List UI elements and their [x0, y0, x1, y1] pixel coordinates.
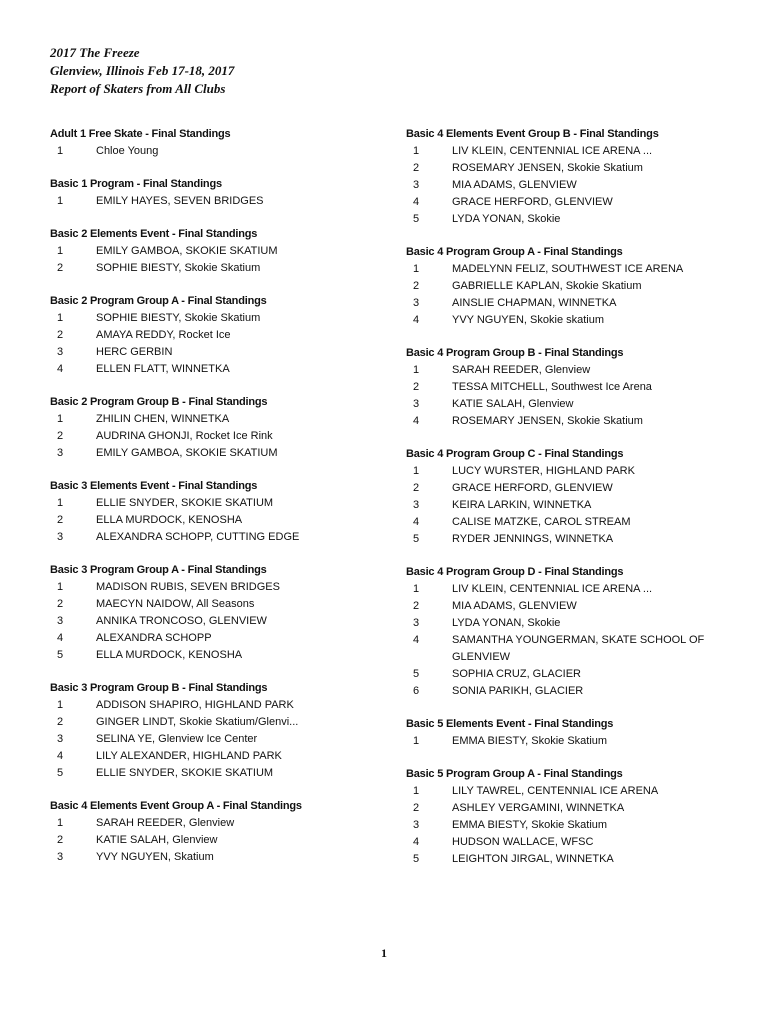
event-section — [50, 394, 380, 462]
placement-number: 3 — [413, 179, 420, 191]
event-section — [50, 176, 380, 210]
standing-row — [406, 143, 706, 160]
standing-row — [406, 531, 706, 548]
placement-number: 4 — [413, 634, 420, 646]
placement-number: 1 — [413, 465, 420, 477]
skater-name: SONIA PARIKH, GLACIER — [452, 685, 584, 697]
placement-number: 2 — [57, 329, 64, 341]
standing-row — [50, 143, 380, 160]
standing-row — [50, 327, 380, 344]
placement-number: 3 — [413, 819, 420, 831]
event-title: Basic 1 Program - Final Standings — [50, 178, 222, 190]
placement-number: 4 — [413, 516, 420, 528]
standing-row — [406, 463, 706, 480]
event-section — [50, 680, 380, 782]
event-section — [50, 126, 380, 160]
placement-number: 2 — [57, 598, 64, 610]
placement-number: 1 — [57, 413, 64, 425]
standing-row — [50, 630, 380, 647]
event-section — [50, 293, 380, 378]
standing-row — [50, 310, 380, 327]
report-title: 2017 The Freeze — [50, 45, 140, 60]
skater-name: LIV KLEIN, CENTENNIAL ICE ARENA ... — [452, 145, 653, 157]
placement-number: 2 — [413, 600, 420, 612]
event-title: Basic 5 Program Group A - Final Standings — [406, 768, 623, 780]
standing-row — [50, 428, 380, 445]
skater-name: GABRIELLE KAPLAN, Skokie Skatium — [452, 280, 642, 292]
standing-row — [50, 697, 380, 714]
event-title: Basic 4 Program Group C - Final Standings — [406, 448, 624, 460]
placement-number: 1 — [57, 145, 64, 157]
skater-name: LYDA YONAN, Skokie — [452, 617, 561, 629]
skater-name: AUDRINA GHONJI, Rocket Ice Rink — [96, 430, 273, 442]
standing-row — [50, 529, 380, 546]
standing-row — [50, 495, 380, 512]
placement-number: 3 — [57, 447, 64, 459]
standing-row — [406, 211, 706, 228]
standing-row — [406, 312, 706, 329]
event-title: Basic 2 Elements Event - Final Standings — [50, 228, 258, 240]
skater-name: EMMA BIESTY, Skokie Skatium — [452, 735, 608, 747]
placement-number: 1 — [413, 583, 420, 595]
placement-number: 2 — [57, 430, 64, 442]
skater-name: LEIGHTON JIRGAL, WINNETKA — [452, 853, 614, 865]
skater-name: EMMA BIESTY, Skokie Skatium — [452, 819, 608, 831]
placement-number: 5 — [413, 668, 420, 680]
standing-row — [50, 849, 380, 866]
standing-row — [406, 396, 706, 413]
skater-name: ELLIE SNYDER, SKOKIE SKATIUM — [96, 497, 274, 509]
event-title: Basic 3 Elements Event - Final Standings — [50, 480, 258, 492]
skater-name: GRACE HERFORD, GLENVIEW — [452, 196, 613, 208]
standing-row — [406, 800, 706, 817]
skater-name: MADISON RUBIS, SEVEN BRIDGES — [96, 581, 280, 593]
placement-number: 1 — [413, 735, 420, 747]
placement-number: 2 — [57, 514, 64, 526]
skater-name: YVY NGUYEN, Skokie skatium — [452, 314, 605, 326]
skater-name: SOPHIE BIESTY, Skokie Skatium — [96, 262, 261, 274]
standing-row — [406, 817, 706, 834]
event-section — [406, 126, 706, 228]
standing-row — [50, 193, 380, 210]
placement-number: 1 — [413, 145, 420, 157]
placement-number: 1 — [57, 497, 64, 509]
event-title: Basic 4 Program Group A - Final Standings — [406, 246, 623, 258]
event-section — [406, 446, 706, 548]
standing-row — [50, 344, 380, 361]
placement-number: 3 — [57, 733, 64, 745]
skater-name: HUDSON WALLACE, WFSC — [452, 836, 594, 848]
skater-name: AINSLIE CHAPMAN, WINNETKA — [452, 297, 617, 309]
skater-name: MADELYNN FELIZ, SOUTHWEST ICE ARENA — [452, 263, 684, 275]
report-subtitle: Report of Skaters from All Clubs — [50, 81, 226, 96]
placement-number: 4 — [413, 314, 420, 326]
standing-row — [406, 261, 706, 278]
skater-name: ASHLEY VERGAMINI, WINNETKA — [452, 802, 625, 814]
standing-row — [406, 683, 706, 700]
skater-name: SARAH REEDER, Glenview — [452, 364, 591, 376]
standing-row — [406, 598, 706, 615]
standing-row — [50, 815, 380, 832]
placement-number: 4 — [57, 632, 64, 644]
placement-number: 3 — [413, 617, 420, 629]
skater-name: GRACE HERFORD, GLENVIEW — [452, 482, 613, 494]
placement-number: 3 — [57, 851, 64, 863]
skater-name: ADDISON SHAPIRO, HIGHLAND PARK — [96, 699, 294, 711]
skater-name: KATIE SALAH, Glenview — [96, 834, 218, 846]
placement-number: 2 — [57, 716, 64, 728]
standing-row — [50, 748, 380, 765]
standing-row — [406, 362, 706, 379]
standing-row — [406, 413, 706, 430]
standing-row — [50, 596, 380, 613]
standing-row — [50, 714, 380, 731]
skater-name: SOPHIE BIESTY, Skokie Skatium — [96, 312, 261, 324]
report-location-date: Glenview, Illinois Feb 17-18, 2017 — [50, 63, 235, 78]
standing-row — [406, 834, 706, 851]
skater-name: ROSEMARY JENSEN, Skokie Skatium — [452, 162, 643, 174]
event-section — [50, 562, 380, 664]
placement-number: 5 — [413, 213, 420, 225]
skater-name: MIA ADAMS, GLENVIEW — [452, 179, 577, 191]
placement-number: 3 — [57, 531, 64, 543]
placement-number: 3 — [413, 499, 420, 511]
standing-row — [406, 480, 706, 497]
standing-row — [406, 497, 706, 514]
skater-name: ANNIKA TRONCOSO, GLENVIEW — [96, 615, 267, 627]
placement-number: 5 — [57, 649, 64, 661]
placement-number: 3 — [57, 346, 64, 358]
placement-number: 1 — [57, 817, 64, 829]
page-number: 1 — [381, 946, 387, 960]
placement-number: 5 — [57, 767, 64, 779]
placement-number: 3 — [413, 297, 420, 309]
standing-row — [50, 613, 380, 630]
skater-name: Chloe Young — [96, 145, 159, 157]
placement-number: 1 — [57, 245, 64, 257]
skater-name: ELLIE SNYDER, SKOKIE SKATIUM — [96, 767, 274, 779]
event-section — [406, 766, 706, 868]
skater-name: KATIE SALAH, Glenview — [452, 398, 574, 410]
skater-name: LILY ALEXANDER, HIGHLAND PARK — [96, 750, 282, 762]
skater-name: ROSEMARY JENSEN, Skokie Skatium — [452, 415, 643, 427]
standing-row — [406, 581, 706, 598]
placement-number: 5 — [413, 533, 420, 545]
standing-row — [50, 361, 380, 378]
skater-name: TESSA MITCHELL, Southwest Ice Arena — [452, 381, 652, 393]
placement-number: 2 — [57, 262, 64, 274]
event-section — [406, 564, 706, 700]
event-title: Basic 2 Program Group B - Final Standings — [50, 396, 268, 408]
event-title: Basic 4 Program Group B - Final Standings — [406, 347, 624, 359]
placement-number: 2 — [57, 834, 64, 846]
standing-row — [50, 445, 380, 462]
skater-name: AMAYA REDDY, Rocket Ice — [96, 329, 231, 341]
event-title: Basic 3 Program Group A - Final Standings — [50, 564, 267, 576]
standing-row — [406, 632, 706, 666]
event-section — [50, 798, 380, 866]
placement-number: 1 — [413, 364, 420, 376]
standing-row — [406, 379, 706, 396]
placement-number: 2 — [413, 802, 420, 814]
skater-name: KEIRA LARKIN, WINNETKA — [452, 499, 592, 511]
placement-number: 1 — [57, 699, 64, 711]
skater-name: HERC GERBIN — [96, 346, 173, 358]
placement-number: 5 — [413, 853, 420, 865]
standing-row — [50, 243, 380, 260]
standing-row — [406, 160, 706, 177]
placement-number: 1 — [57, 312, 64, 324]
skater-name: ALEXANDRA SCHOPP, CUTTING EDGE — [96, 531, 300, 543]
placement-number: 4 — [57, 750, 64, 762]
standing-row — [406, 851, 706, 868]
left-column — [50, 126, 380, 882]
placement-number: 2 — [413, 280, 420, 292]
standing-row — [406, 666, 706, 683]
skater-name: EMILY GAMBOA, SKOKIE SKATIUM — [96, 245, 278, 257]
placement-number: 4 — [57, 363, 64, 375]
skater-name: ELLA MURDOCK, KENOSHA — [96, 649, 243, 661]
event-title: Basic 4 Elements Event Group B - Final Standings — [406, 128, 659, 140]
placement-number: 2 — [413, 162, 420, 174]
event-title: Basic 2 Program Group A - Final Standings — [50, 295, 267, 307]
event-section — [50, 226, 380, 277]
skater-name: LILY TAWREL, CENTENNIAL ICE ARENA — [452, 785, 659, 797]
placement-number: 1 — [57, 195, 64, 207]
placement-number: 4 — [413, 836, 420, 848]
skater-name: SOPHIA CRUZ, GLACIER — [452, 668, 581, 680]
skater-name: LYDA YONAN, Skokie — [452, 213, 561, 225]
standing-row — [50, 512, 380, 529]
skater-name: EMILY HAYES, SEVEN BRIDGES — [96, 195, 264, 207]
skater-name: LIV KLEIN, CENTENNIAL ICE ARENA ... — [452, 583, 653, 595]
standing-row — [50, 832, 380, 849]
placement-number: 3 — [57, 615, 64, 627]
standing-row — [50, 411, 380, 428]
placement-number: 4 — [413, 415, 420, 427]
standing-row — [406, 278, 706, 295]
skater-name: SAMANTHA YOUNGERMAN, SKATE SCHOOL OF GLENVIEW — [452, 634, 705, 663]
event-section — [50, 478, 380, 546]
placement-number: 4 — [413, 196, 420, 208]
right-column — [406, 126, 706, 884]
standing-row — [406, 514, 706, 531]
event-section — [406, 244, 706, 329]
standing-row — [406, 783, 706, 800]
event-title: Basic 5 Elements Event - Final Standings — [406, 718, 614, 730]
skater-name: CALISE MATZKE, CAROL STREAM — [452, 516, 631, 528]
placement-number: 1 — [413, 263, 420, 275]
event-title: Basic 3 Program Group B - Final Standings — [50, 682, 268, 694]
report-header — [50, 44, 234, 98]
skater-name: RYDER JENNINGS, WINNETKA — [452, 533, 614, 545]
skater-name: ELLA MURDOCK, KENOSHA — [96, 514, 243, 526]
event-title: Basic 4 Program Group D - Final Standings — [406, 566, 624, 578]
event-title: Adult 1 Free Skate - Final Standings — [50, 128, 231, 140]
standing-row — [406, 177, 706, 194]
standing-row — [50, 260, 380, 277]
skater-name: GINGER LINDT, Skokie Skatium/Glenvi... — [96, 716, 299, 728]
standing-row — [406, 295, 706, 312]
placement-number: 2 — [413, 482, 420, 494]
skater-name: LUCY WURSTER, HIGHLAND PARK — [452, 465, 635, 477]
placement-number: 6 — [413, 685, 420, 697]
skater-name: ALEXANDRA SCHOPP — [96, 632, 212, 644]
standing-row — [406, 615, 706, 632]
placement-number: 3 — [413, 398, 420, 410]
skater-name: ELLEN FLATT, WINNETKA — [96, 363, 230, 375]
standing-row — [50, 765, 380, 782]
skater-name: EMILY GAMBOA, SKOKIE SKATIUM — [96, 447, 278, 459]
event-title: Basic 4 Elements Event Group A - Final Standings — [50, 800, 302, 812]
skater-name: MAECYN NAIDOW, All Seasons — [96, 598, 255, 610]
skater-name: ZHILIN CHEN, WINNETKA — [96, 413, 230, 425]
skater-name: YVY NGUYEN, Skatium — [96, 851, 214, 863]
standing-row — [50, 579, 380, 596]
placement-number: 2 — [413, 381, 420, 393]
standing-row — [406, 194, 706, 211]
standing-row — [50, 647, 380, 664]
event-section — [406, 716, 706, 750]
skater-name: MIA ADAMS, GLENVIEW — [452, 600, 577, 612]
standing-row — [406, 733, 706, 750]
event-section — [406, 345, 706, 430]
standing-row — [50, 731, 380, 748]
skater-name: SARAH REEDER, Glenview — [96, 817, 235, 829]
skater-name: SELINA YE, Glenview Ice Center — [96, 733, 258, 745]
placement-number: 1 — [413, 785, 420, 797]
placement-number: 1 — [57, 581, 64, 593]
